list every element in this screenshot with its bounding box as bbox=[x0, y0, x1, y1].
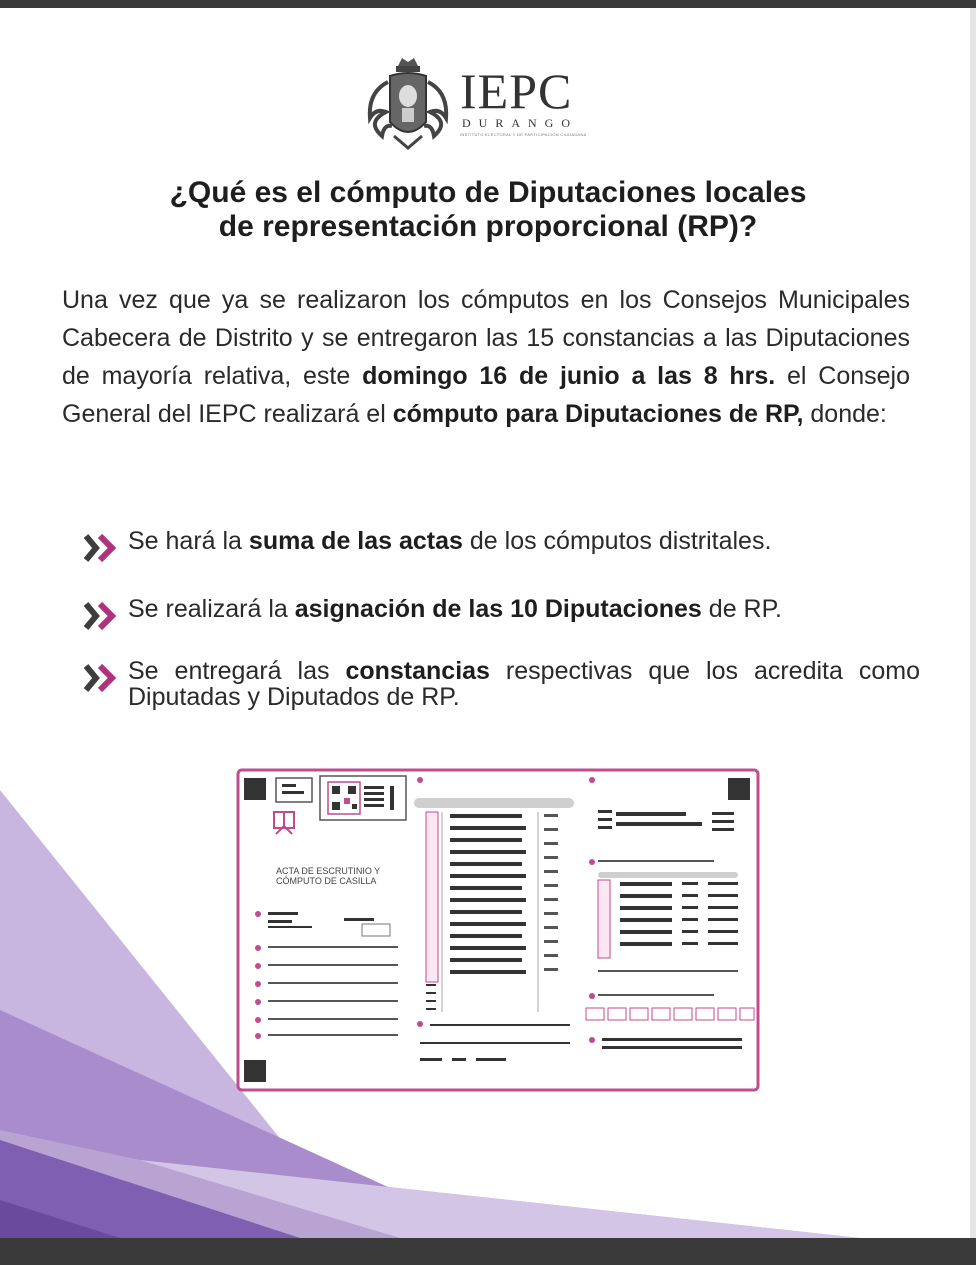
page-title bbox=[60, 176, 916, 244]
iepc-logo bbox=[360, 52, 590, 152]
intro-date: domingo 16 de junio a las 8 hrs. bbox=[362, 362, 776, 390]
form-title-line-2: CÓMPUTO DE CASILLA bbox=[276, 876, 377, 886]
intro-part-3: donde: bbox=[803, 400, 887, 428]
bullet-text-post: respectivas que los acredita como Diputadas y Diputados de RP. bbox=[128, 657, 920, 711]
acta-form-illustration bbox=[236, 768, 760, 1094]
qr-code-icon bbox=[328, 782, 360, 814]
coat-of-arms-icon bbox=[360, 52, 456, 152]
bullet-text bbox=[128, 528, 920, 554]
intro-computo: cómputo para Diputaciones de RP, bbox=[392, 400, 804, 428]
title-line-1: ¿Qué es el cómputo de Diputaciones locales bbox=[169, 176, 807, 209]
form-title-line-1: ACTA DE ESCRUTINIO Y bbox=[276, 866, 381, 876]
intro-part-1: Una vez que ya se realizaron los cómputos en los Consejos Municipales Cabecera de Distrito y se entregaron las 15 constancias a las Diputaciones de mayoría relativa, este bbox=[62, 286, 910, 390]
double-chevron-icon bbox=[84, 662, 118, 694]
logo-tagline: INSTITUTO ELECTORAL Y DE PARTICIPACIÓN CIUDADANA bbox=[460, 132, 587, 137]
bullet-text-pre: Se realizará la bbox=[128, 595, 295, 623]
bullet-text-bold: constancias bbox=[345, 657, 490, 685]
bullet-text-pre: Se hará la bbox=[128, 527, 249, 555]
logo-subtitle: DURANGO bbox=[462, 116, 578, 130]
intro-part-2: el Consejo General del IEPC realizará el bbox=[62, 362, 910, 428]
double-chevron-icon bbox=[84, 532, 118, 564]
bullet-item bbox=[84, 658, 920, 710]
bullet-text-bold: suma de las actas bbox=[248, 527, 463, 555]
intro-paragraph bbox=[62, 281, 910, 433]
double-chevron-icon bbox=[84, 600, 118, 632]
bullet-text bbox=[128, 658, 920, 710]
bullet-item bbox=[84, 596, 920, 622]
bottom-bar bbox=[0, 1238, 976, 1265]
title-line-2: de representación proporcional (RP)? bbox=[218, 210, 758, 243]
bullet-text-bold: asignación de las 10 Diputaciones bbox=[294, 595, 702, 623]
bullet-text-post: de los cómputos distritales. bbox=[462, 527, 772, 555]
logo-name: IEPC bbox=[460, 63, 573, 119]
bullet-text-post: de RP. bbox=[701, 595, 782, 623]
bullet-text-pre: Se entregará las bbox=[128, 657, 346, 685]
bullet-item bbox=[84, 528, 920, 554]
bullet-text bbox=[128, 596, 920, 622]
